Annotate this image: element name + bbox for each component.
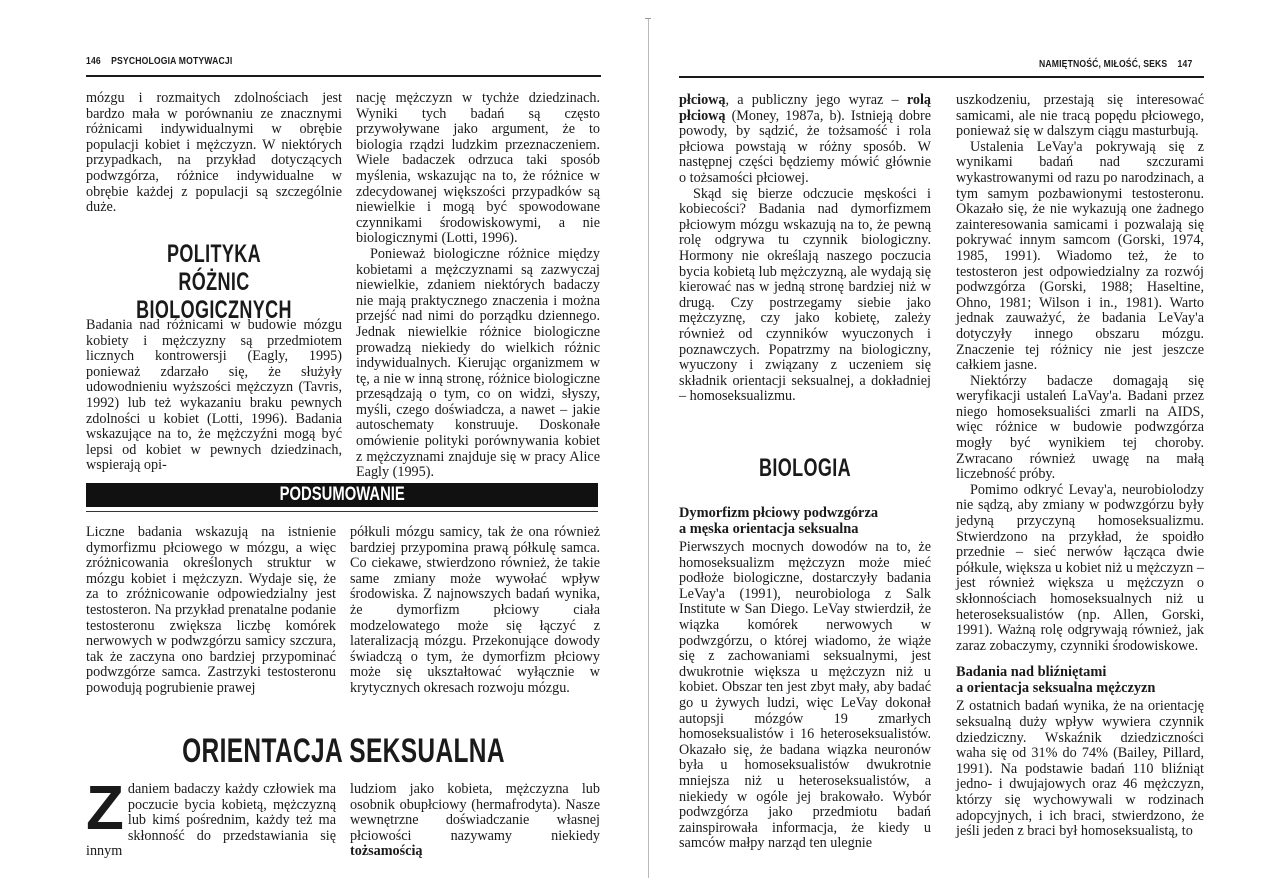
politics-heading-line1: POLITYKA <box>167 240 261 268</box>
subhead-line: Badania nad bliźniętami <box>956 664 1107 681</box>
paragraph: półkuli mózgu samicy, tak że ona również bardziej przypomina prawą półkulę samca. Co ciekawe, stwierdzono również, że takie same zmiany może wywołać wpływ środowiska. Z najnowszych badań wynika, że dymorfizm płciowy ciała modzelowatego może się łączyć z lateralizacją mózgu. Przekonujące dowody świadczą o tym, że dymorfizm płciowy może się ukształtować wyłącznie w krytycznych okresach rozwoju mózgu. <box>350 524 600 696</box>
right-running-head <box>1039 58 1192 70</box>
text: (Money, 1987a, b). Istnieją dobre powody, by sądzić, że tożsamość i rola płciowa powstają w różny sposób. W następnej części będziemy mówić głównie o tożsamości płciowej. <box>679 107 931 186</box>
summary-col1 <box>86 525 336 697</box>
orientation-col1 <box>86 774 336 860</box>
summary-banner <box>86 483 598 507</box>
paragraph: mózgu i rozmaitych zdolnościach jest bardzo mała w porównaniu ze znacznymi różnicami indywidualnymi w obrębie populacji kobiet i mężczyzn. W niektórych przypadkach, na przykład dotyczących podwzgórza, różnice indywidualne w obrębie każdej z populacji są szczególnie duże. <box>86 90 342 216</box>
term-identity: tożsamością <box>350 843 423 860</box>
paragraph: Ponieważ biologiczne różnice między kobietami a mężczyznami są zazwyczaj niewielkie, zdaniem niektórych badaczy nie mają praktycznego znaczenia i można przejść nad nimi do porządku dziennego. Jednak niewielkie różnice biologiczne prowadzą niekiedy do wielkich różnic indywidualnych. Kierując organizmem w tę, a nie w inną stronę, różnice biologiczne przesądzają o tym, co on widzi, słyszy, myśli, czego doświadcza, a nawet – jakie autoschematy konstruuje. Doskonałe omówienie polityki porównywania kobiet z mężczyznami znajduje się w pracy Alice Eagly (1995). <box>356 245 600 481</box>
paragraph: Skąd się bierze odczucie męskości i kobiecości? Badania nad dymorfizmem płciowym mózgu wskazują na to, że pewną rolę odgrywa tu czynnik biologiczny. Hormony nie określają naszego poczucia bycia kobietą lub mężczyzną, ale wydają się kierować nas w jedną stronę bardziej niż w drugą. Czy postrzegamy siebie jako mężczyznę, czy jako kobietę, zależy również od czynników wyuczonych i poznawczych. Popatrzmy na biologiczny, wyuczony i związany z uczeniem się składnik orientacji seksualnej, a dokładniej – homoseksualizmu. <box>679 185 931 405</box>
right-header-rule <box>679 76 1204 78</box>
politics-heading-line2: RÓŻNIC BIOLOGICZNYCH <box>136 268 292 324</box>
paragraph: Liczne badania wskazują na istnienie dymorfizmu płciowego w mózgu, a więc zróżnicowania określonych struktur w mózgu kobiet i mężczyzn. Wydaje się, że za to zróżnicowanie odpowiedzialny jest testosteron. Na przykład prenatalne podanie testosteronu zwiększa liczbę komórek nerwowych w podwzgórzu samicy szczura, tak że zaczyna ono bardziej przypominać podwzgórze samca. Zastrzyki testosteronu powodują pogrubienie prawej <box>86 524 336 696</box>
left-col1-politics <box>86 318 342 474</box>
orientation-col2 <box>350 782 600 860</box>
right-col2 <box>956 93 1204 840</box>
summary-rule <box>86 511 598 512</box>
right-running-title: NAMIĘTNOŚĆ, MIŁOŚĆ, SEKS <box>1039 58 1168 70</box>
term-gender-identity: płciową <box>679 92 726 108</box>
left-header-rule <box>86 75 601 77</box>
right-col1 <box>679 93 931 405</box>
politics-heading <box>122 240 306 324</box>
subhead-dimorphism <box>679 505 931 537</box>
paragraph: Pomimo odkryć Levay'a, neurobiolodzy nie sądzą, aby zmiany w podwzgórzu były jedyną przyczyną homoseksualizmu. Stwierdzono na przykład, że spoidło przednie – sieć nerwów łącząca dwie półkule, większa u kobiet niż u mężczyzn – jest również większa u mężczyzn o skłonnościach homoseksualnych niż u heteroseksualistów (np. Allen, Gorski, 1991). Ważną rolę odgrywają również, jak zaraz zobaczymy, czynniki środowiskowe. <box>956 481 1204 654</box>
paragraph: Z ostatnich badań wynika, że na orientację seksualną duży wpływ wywiera czynnik dziedziczny. Wskaźnik dziedziczności waha się od 31% do 74% (Bailey, Pillard, 1991). Na podstawie badań 110 bliźniąt jedno- i dwujajowych oraz 46 mężczyzn, którzy się wychowywali w rodzinach adopcyjnych, i ich braci, stwierdzono, że jeśli jeden z braci był homoseksualistą, to <box>956 698 1204 840</box>
right-col1-biology <box>679 505 931 852</box>
paragraph: nację mężczyzn w tychże dziedzinach. Wyniki tych badań są często przywoływane jako argument, że to biologia rządzi ludzkim przeznaczeniem. Wiele badaczek odrzuca taki sposób myślenia, wskazując na to, że różnice w zdecydowanej większości przypadków są niewielkie i mogą być spowodowane czynnikami środowiskowymi, a nie biologicznymi (Lotti, 1996). <box>356 90 600 247</box>
summary-col2 <box>350 525 600 697</box>
orientation-heading: ORIENTACJA SEKSUALNA <box>182 732 505 770</box>
summary-banner-label: PODSUMOWANIE <box>279 484 405 505</box>
paragraph <box>86 774 336 860</box>
orientation-col2-text: ludziom jako kobieta, mężczyzna lub osobnik obupłciowy (hermafrodyta). Nasze wewnętrzne doświadczanie własnej płciowości nazywamy niekiedy <box>350 781 600 844</box>
right-page-number: 147 <box>1177 58 1193 70</box>
paragraph <box>679 93 931 187</box>
paragraph: Ustalenia LeVay'a pokrywają się z wynikami badań nad szczurami wykastrowanymi od razu po narodzinach, a tym samym pozbawionymi testosteronu. Okazało się, że nie wykazują one żadnego zainteresowania samicami i pozwalają się pokrywać innym samcom (Gorski, 1974, 1985, 1991). Wiadomo też, że to testosteron jest odpowiedzialny za rozwój podwzgórza (Gorski, 1988; Haseltine, Ohno, 1981; Wilson i in., 1981). Warto jednak zauważyć, że badania LeVay'a dotyczyły innego obszaru mózgu. Znaczenie tej różnicy nie jest jeszcze całkiem jasne. <box>956 138 1204 374</box>
left-page-number: 146 <box>86 55 101 67</box>
paragraph: uszkodzeniu, przestają się interesować samicami, ale nie tracą popędu płciowego, ponieważ się w dalszym ciągu masturbują. <box>956 92 1204 140</box>
drop-cap: Z <box>86 774 124 843</box>
right-page <box>631 0 1262 894</box>
paragraph: Niektórzy badacze domagają się weryfikacji ustaleń LaVay'a. Badani przez niego homoseksualiści zmarli na AIDS, więc różnice w budowie podwzgórza mogły być wynikiem tej choroby. Zwracano również uwagę na małą liczebność próby. <box>956 372 1204 483</box>
paragraph: Badania nad różnicami w budowie mózgu kobiety i mężczyzny są przedmiotem licznych kontrowersji (Eagly, 1995) ponieważ zdarzało się, że służyły udowodnieniu wyższości mężczyzn (Tavris, 1992) lub też wykazaniu braku pewnych zdolności u kobiet (Lotti, 1996). Badania wskazujące na to, że mężczyźni mogą być lepsi od kobiet w pewnych dziedzinach, wspierają opi- <box>86 317 342 474</box>
subhead-line: a orientacja seksualna mężczyzn <box>956 680 1156 697</box>
orientation-col1-text: daniem badaczy każdy człowiek ma poczucie bycia kobietą, mężczyzną lub kimś pośrednim, każdy też ma skłonność do przedstawiania się innym <box>86 781 336 860</box>
subhead-twins <box>956 664 1204 696</box>
paragraph <box>350 782 600 860</box>
biology-heading: BIOLOGIA <box>759 454 851 482</box>
left-running-title: PSYCHOLOGIA MOTYWACJI <box>111 55 233 67</box>
paragraph: Pierwszych mocnych dowodów na to, że homoseksualizm mężczyzn może mieć podłoże biologiczne, dostarczyły badania LeVay'a (1991), neurobiologa z Salk Institute w San Diego. LeVay stwierdził, że wiązka komórek nerwowych w podwzgórzu, o której wiadomo, że wiąże się z zachowaniami seksualnymi, jest dwukrotnie większa u mężczyzn niż u kobiet. Obszar ten jest zbyt mały, aby badać go u żywych ludzi, więc LeVay dokonał autopsji mózgów 19 zmarłych homoseksualistów i 16 heteroseksualistów. Okazało się, że badana wiązka neuronów była u homoseksualistów dwukrotnie mniejsza niż u heteroseksualistów, a niekiedy w ogóle jej brakowało. Wybór podwzgórza jako przedmiotu badań zainspirowała informacja, że kiedy u samców małpy narząd ten ulegnie <box>679 539 931 852</box>
text: , a publiczny jego wyraz – <box>725 92 899 108</box>
subhead-line: a męska orientacja seksualna <box>679 521 859 537</box>
left-running-head <box>86 55 232 67</box>
left-col2 <box>356 91 600 481</box>
left-col1-top <box>86 91 342 216</box>
subhead-line: Dymorfizm płciowy podwzgórza <box>679 505 879 521</box>
term-gender-role: rolą płciową <box>679 92 932 124</box>
